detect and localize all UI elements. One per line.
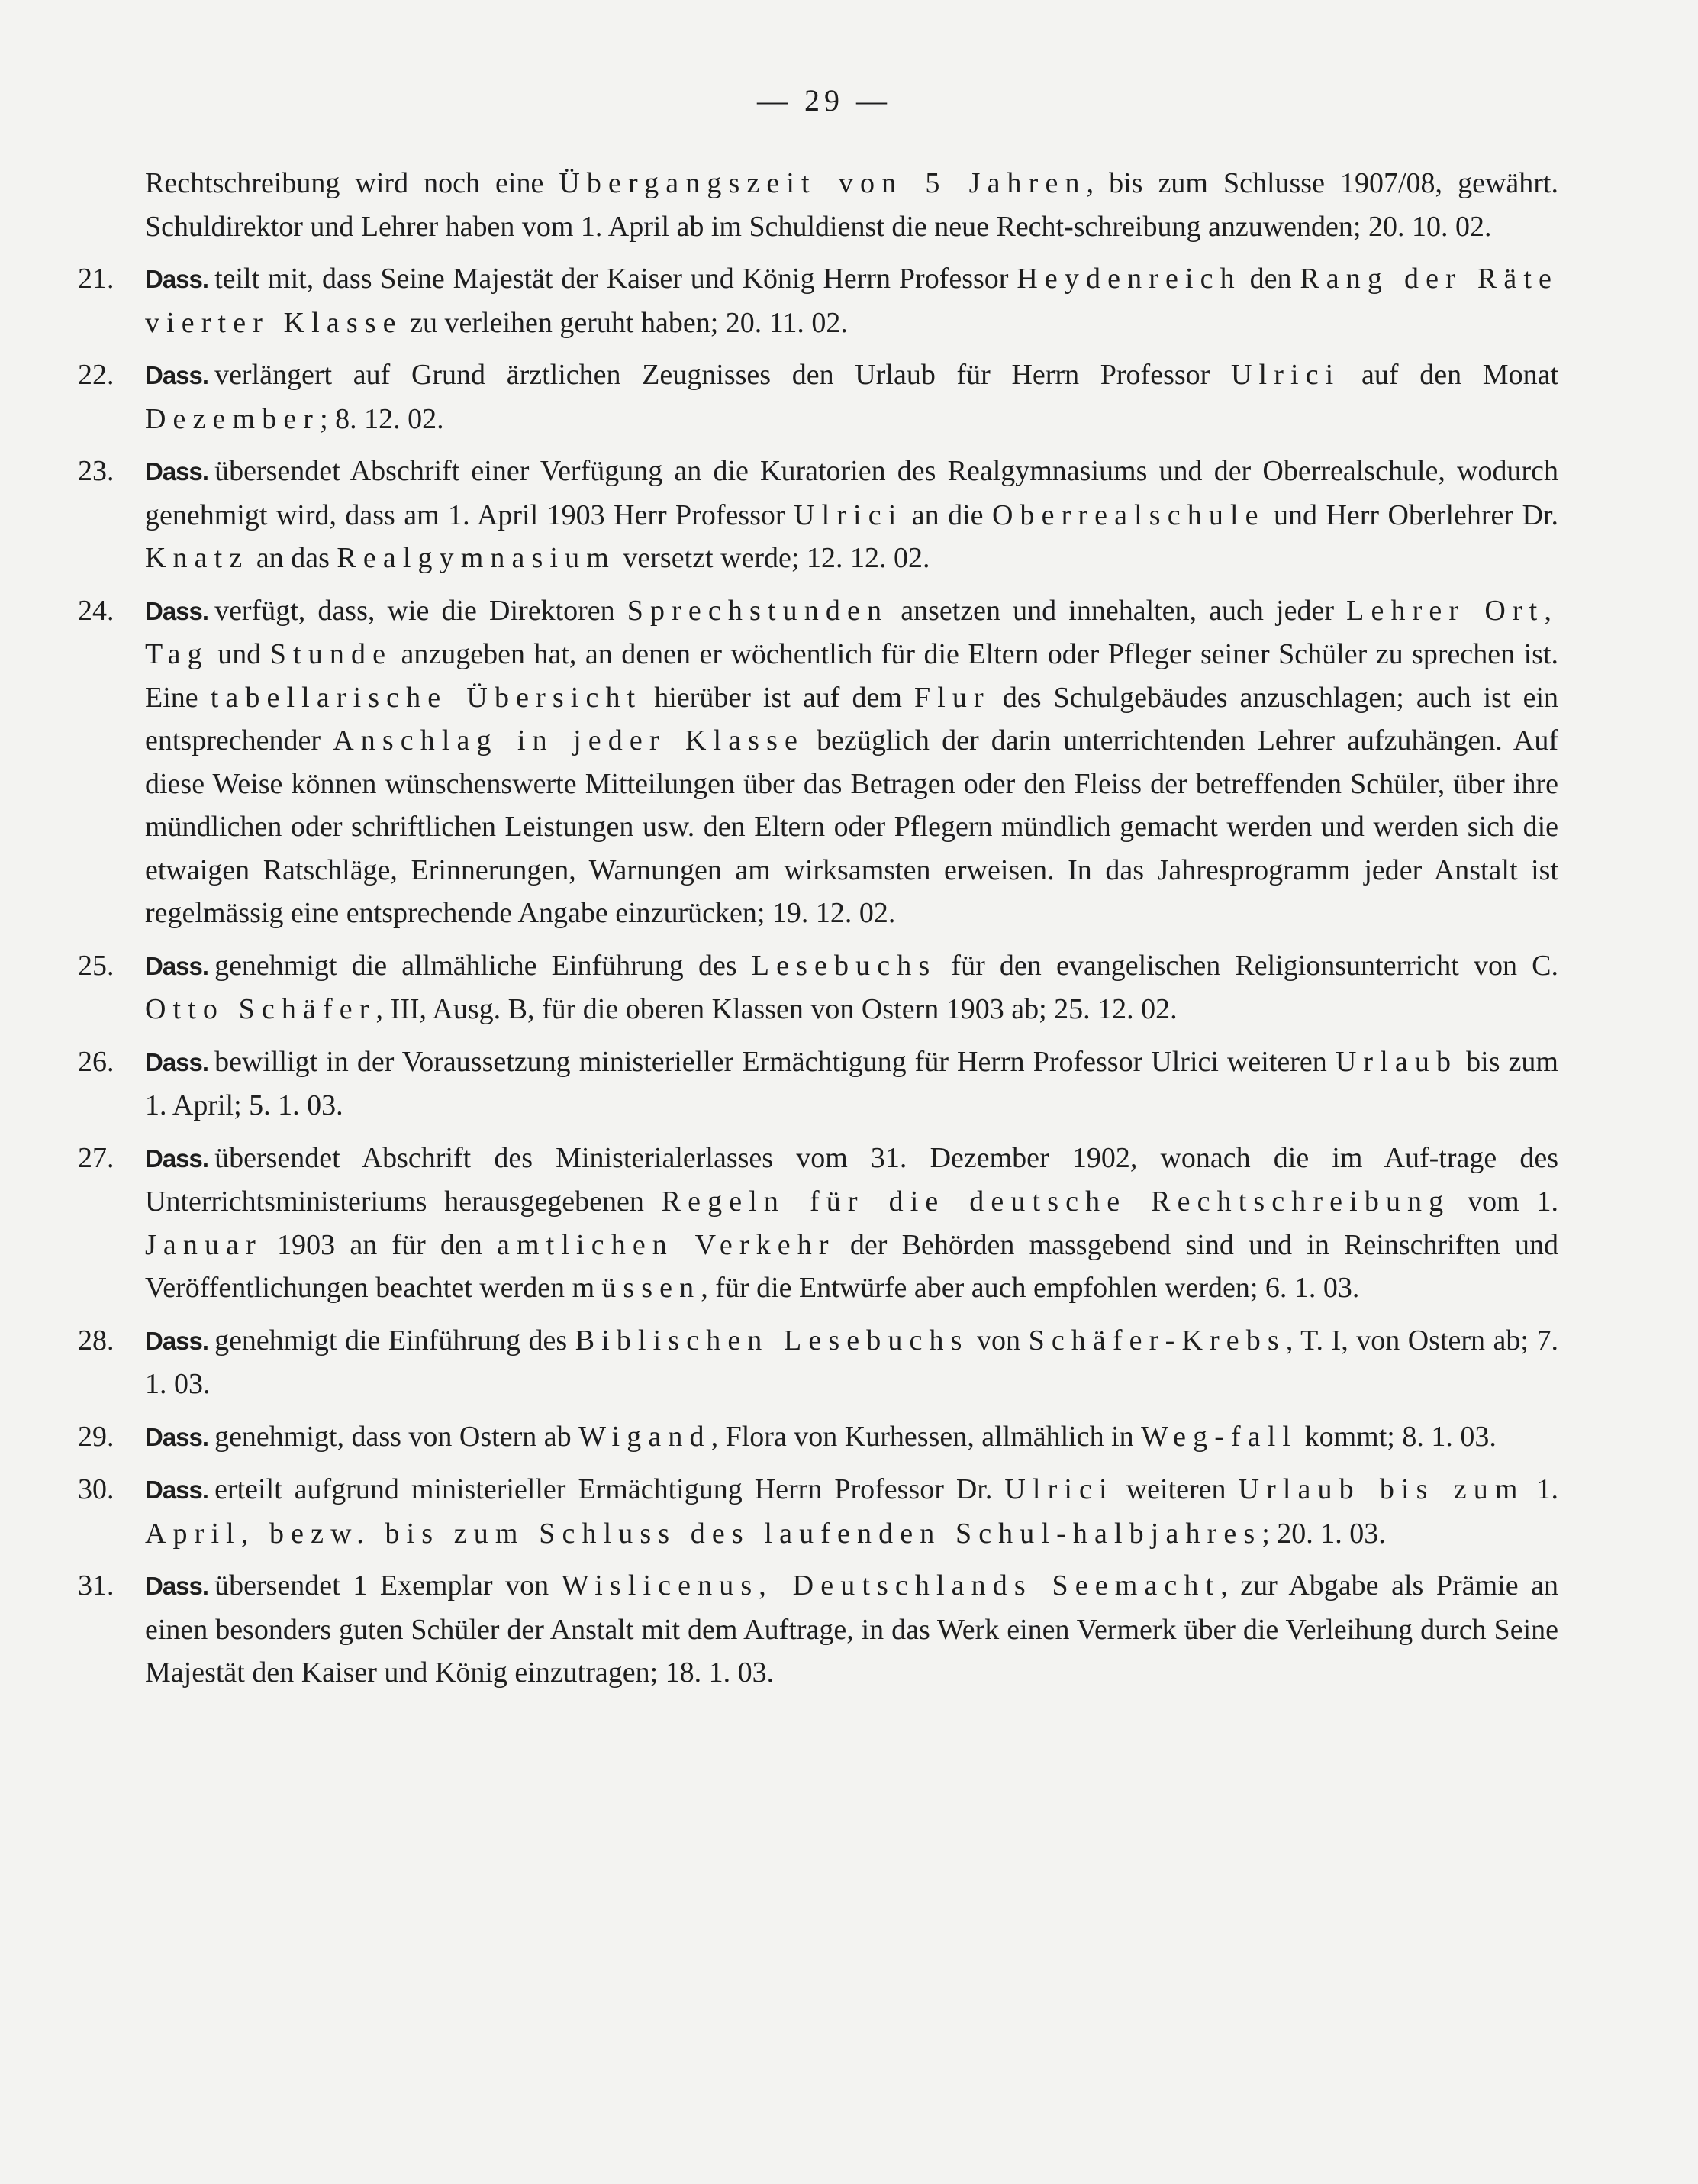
entry-text: ; 8. 12. 02.: [320, 402, 444, 435]
entry-number: 24.: [78, 594, 114, 627]
entry-lead: Dass.: [145, 265, 209, 293]
spaced-emphasis-text: April, bezw. bis zum Schluss des laufenden Schul-halbjahres: [145, 1517, 1262, 1550]
entry-number: 29.: [78, 1420, 114, 1453]
spaced-emphasis-text: Ulrici: [794, 498, 904, 531]
entry-text: genehmigt, dass von Ostern ab: [214, 1420, 579, 1453]
entry-number: 21.: [78, 263, 114, 295]
spaced-emphasis-text: Wigand: [578, 1420, 711, 1453]
entry-text: ; 20. 1. 03.: [1261, 1517, 1386, 1550]
entry-text: den: [1241, 263, 1300, 295]
spaced-emphasis-text: Sprechstunden: [627, 594, 889, 627]
entry-text: vom 1.: [1450, 1186, 1559, 1218]
entry-lead: Dass.: [145, 1422, 209, 1451]
spaced-emphasis-text: Rang der Räte vierter Klasse: [145, 263, 1558, 339]
numbered-entry: [78, 944, 1558, 1031]
entry-text: verfügt, dass, wie die Direktoren: [214, 594, 627, 627]
entry-lead: Dass.: [145, 361, 209, 389]
spaced-emphasis-text: Realgymnasium: [337, 542, 616, 574]
entry-text: und: [208, 638, 270, 670]
spaced-emphasis-text: Heydenreich: [1017, 263, 1242, 295]
spaced-emphasis-text: Schäfer-Krebs: [1028, 1324, 1286, 1357]
entry-text: Rechtschreibung wird noch eine: [145, 167, 559, 199]
spaced-emphasis-text: Januar: [145, 1228, 263, 1261]
spaced-emphasis-text: Ulrici: [1004, 1473, 1114, 1505]
entry-number: 22.: [78, 359, 114, 391]
spaced-emphasis-text: Dezember: [145, 402, 321, 435]
entry-lead: Dass.: [145, 1476, 209, 1504]
entry-text: zu verleihen geruht haben; 20. 11. 02.: [402, 306, 848, 339]
entry-text: genehmigt die Einführung des: [214, 1324, 575, 1357]
entry-text: verlängert auf Grund ärztlichen Zeugnisses den Urlaub für Herrn Professor: [214, 359, 1231, 391]
spaced-emphasis-text: Regeln für die deutsche Rechtschreibung: [661, 1186, 1451, 1218]
entry-text: versetzt werde; 12. 12. 02.: [615, 542, 930, 574]
spaced-emphasis-text: Flur: [913, 681, 991, 714]
numbered-entry: [78, 1137, 1559, 1310]
entry-lead: Dass.: [145, 457, 209, 486]
entry-text: auf den Monat: [1340, 359, 1558, 391]
numbered-entry: [78, 1468, 1558, 1555]
numbered-entry: [78, 1564, 1559, 1695]
entry-text: und Herr Oberlehrer Dr.: [1265, 498, 1558, 531]
entry-number: 31.: [78, 1569, 114, 1602]
spaced-emphasis-text: Stunde: [269, 638, 393, 670]
numbered-entry: [78, 450, 1558, 580]
entry-text: weiteren: [1113, 1473, 1239, 1505]
entry-text: ansetzen und innehalten, auch jeder: [888, 594, 1347, 627]
entry-text: von: [968, 1324, 1029, 1357]
spaced-emphasis-text: Wislicenus, Deutschlands Seemacht: [561, 1569, 1221, 1602]
entry-lead: Dass.: [145, 1572, 209, 1600]
entry-number: 30.: [78, 1473, 114, 1505]
spaced-emphasis-text: Weg-fall: [1141, 1420, 1298, 1453]
spaced-emphasis-text: Otto Schäfer: [145, 993, 376, 1025]
page-number: — 29 —: [757, 83, 891, 118]
entry-lead: Dass.: [145, 1144, 209, 1173]
spaced-emphasis-text: müssen: [572, 1272, 701, 1304]
entry-text: , Flora von Kurhessen, allmählich in: [710, 1420, 1142, 1453]
spaced-emphasis-text: Urlaub: [1335, 1045, 1458, 1078]
entry-text: kommt; 8. 1. 03.: [1297, 1420, 1497, 1453]
spaced-emphasis-text: amtlichen Verkehr: [497, 1228, 836, 1261]
document-body: [78, 162, 1559, 1704]
numbered-entry: [78, 589, 1559, 935]
entry-text: 1.: [1524, 1473, 1558, 1505]
entry-text: des Schulgebäudes anzuschlagen; auch ist ein entsprechender: [145, 681, 1558, 756]
numbered-entry: [78, 353, 1558, 440]
spaced-emphasis-text: Urlaub bis zum: [1238, 1473, 1525, 1505]
entry-text: übersendet Abschrift des Ministerialerlasses vom 31. Dezember 1902, wonach die im Auf-trage des Unterrichtsministeriums herausgegebenen: [145, 1141, 1558, 1218]
entry-text: anzugeben hat, an denen er wöchentlich für die Eltern oder Pfleger seiner Schüler zu sprechen ist. Eine: [145, 638, 1559, 714]
entry-text: bewilligt in der Voraussetzung ministerieller Ermächtigung für Herrn Professor Ulrici weiteren: [214, 1045, 1336, 1078]
entry-number: 26.: [78, 1045, 114, 1078]
entry-text: übersendet 1 Exemplar von: [214, 1569, 562, 1602]
spaced-emphasis-text: Anschlag in jeder Klasse: [333, 724, 804, 756]
numbered-entry: [78, 1319, 1558, 1406]
numbered-entry: [78, 1040, 1558, 1127]
entry-lead: Dass.: [145, 1326, 209, 1355]
entry-text: , T. I, von Ostern ab; 7. 1. 03.: [145, 1324, 1558, 1400]
entry-text: bis zum 1. April; 5. 1. 03.: [145, 1045, 1558, 1121]
entry-number: 28.: [78, 1324, 114, 1357]
entry-text: an die: [903, 498, 992, 531]
entry-lead: Dass.: [145, 1047, 209, 1076]
entry-lead: Dass.: [145, 596, 209, 625]
spaced-emphasis-text: Lehrer Ort, Tag: [145, 594, 1558, 670]
entry-text: bezüglich der darin unterrichtenden Lehrer aufzuhängen. Auf diese Weise können wünschenswerte Mitteilungen über das Betragen oder den Fleiss der betreffenden Schüler, über ihre mündlichen oder schriftlichen Leistungen usw. den Eltern oder Pflegern mündlich gemacht werden und werden sich die etwaigen Ratschläge, Erinnerungen, Warnungen am wirksamsten erweisen. In das Jahresprogramm jeder Anstalt ist regelmässig eine entsprechende Angabe einzurücken; 19. 12. 02.: [145, 724, 1558, 929]
entry-text: , III, Ausg. B, für die oberen Klassen von Ostern 1903 ab; 25. 12. 02.: [375, 993, 1178, 1025]
continued-paragraph: [145, 162, 1558, 248]
entry-lead: Dass.: [145, 951, 209, 980]
spaced-emphasis-text: Oberrealschule: [991, 498, 1265, 531]
spaced-emphasis-text: Lesebuchs: [751, 949, 937, 982]
spaced-emphasis-text: Übergangszeit von 5 Jahren: [559, 167, 1087, 199]
entry-number: 23.: [78, 455, 114, 487]
numbered-entry: [78, 1415, 1558, 1460]
entry-text: , bis zum Schlusse 1907/08, gewährt. Schuldirektor und Lehrer haben vom 1. April ab im Schuldienst die neue Recht-schreibung anzuwenden; 20. 10. 02.: [145, 167, 1558, 243]
entry-text: genehmigt die allmähliche Einführung des: [214, 949, 752, 982]
spaced-emphasis-text: Knatz: [145, 542, 250, 574]
entry-text: teilt mit, dass Seine Majestät der Kaiser und König Herrn Professor: [214, 263, 1017, 295]
entry-text: 1903 an für den: [262, 1228, 498, 1261]
entry-text: , für die Entwürfe aber auch empfohlen werden; 6. 1. 03.: [701, 1272, 1360, 1304]
entry-text: erteilt aufgrund ministerieller Ermächtigung Herrn Professor Dr.: [214, 1473, 1005, 1505]
entry-number: 27.: [78, 1141, 114, 1174]
entry-text: für den evangelischen Religionsunterricht von C.: [936, 949, 1558, 982]
spaced-emphasis-text: tabellarische Übersicht: [210, 681, 643, 714]
entry-text: hierüber ist auf dem: [642, 681, 914, 714]
spaced-emphasis-text: Ulrici: [1231, 359, 1341, 391]
entry-number: 25.: [78, 949, 114, 982]
spaced-emphasis-text: Biblischen Lesebuchs: [575, 1324, 969, 1357]
entry-text: an das: [249, 542, 337, 574]
entry-text: übersendet Abschrift einer Verfügung an die Kuratorien des Realgymnasiums und der Oberrealschule, wodurch genehmigt wird, dass am 1. April 1903 Herr Professor: [145, 455, 1558, 531]
numbered-entry: [78, 257, 1558, 344]
entry-text: , zur Abgabe als Prämie an einen besonders guten Schüler der Anstalt mit dem Auftrage, in das Werk einen Vermerk über die Verleihung durch Seine Majestät den Kaiser und König einzutragen; 18. 1. 03.: [145, 1569, 1559, 1689]
entry-text: der Behörden massgebend sind und in Reinschriften und Veröffentlichungen beachtet werden: [145, 1228, 1558, 1304]
